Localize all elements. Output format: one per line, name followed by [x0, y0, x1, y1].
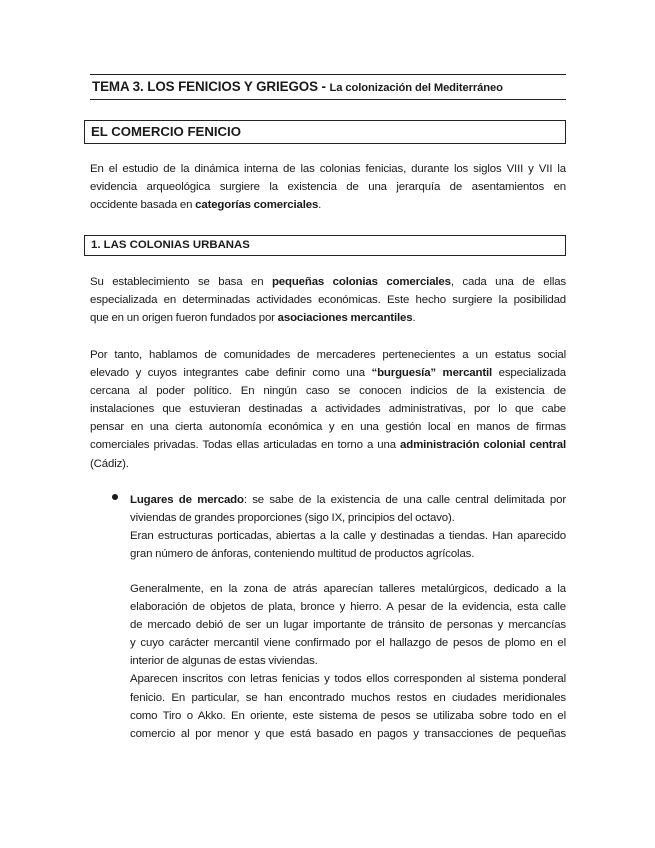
bold-run: administración colonial central: [400, 439, 566, 452]
text-line: evidencia arqueológica surgiere la existencia de una jerarquía de asentamientos en: [90, 181, 566, 194]
document-header: [90, 74, 566, 100]
section-heading: EL COMERCIO FENICIO: [84, 120, 566, 144]
text-run: elevado y cuyos integrantes cabe definir como una: [90, 367, 372, 380]
bullet-item-market: [130, 491, 566, 563]
bullet-icon: [112, 494, 118, 500]
text-line: elaboración de objetos de plata, bronce y hierro. A pesar de la evidencia, esta calle: [130, 601, 566, 614]
text-line: gran número de ánforas, conteniendo multitud de productos agrícolas.: [130, 548, 475, 561]
text-line: [90, 273, 566, 291]
text-run: , cada una de ellas: [450, 276, 567, 288]
text-run: que en un origen fueron fundados por: [90, 312, 278, 325]
text-line: [90, 309, 566, 327]
text-run: Su establecimiento se basa en: [90, 276, 272, 288]
text-line: de mercado debió de ser un lugar importante de tránsito de personas y mercancías: [130, 619, 566, 632]
text-line: instalaciones que estuvieran destinadas a actividades administrativas, por lo que cabe: [90, 403, 566, 416]
text-line: como Tiro o Akko. En oriente, este sistema de pesos se utilizaba sobre todo en el: [130, 709, 566, 722]
text-line: y cuyo carácter mercantil viene confirmado por el hallazgo de pesos de plomo en el: [130, 637, 566, 650]
paragraph-establishment: [90, 273, 566, 327]
text-run: occidente basada en: [90, 199, 196, 212]
page-title: [92, 79, 503, 94]
subsection-heading: 1. LAS COLONIAS URBANAS: [84, 235, 566, 256]
bullet-item-continuation: [130, 580, 566, 743]
text-line: [130, 491, 566, 509]
text-line: En el estudio de la dinámica interna de las colonias fenicias, durante los siglos VIII y VII la: [90, 163, 566, 175]
bold-run: Lugares de mercado: [130, 494, 244, 506]
text-line: interior de algunas de estas viviendas.: [130, 655, 318, 668]
text-line: Eran estructuras porticadas, abiertas a la calle y destinadas a tiendas. Han aparecido: [130, 530, 566, 543]
text-run: comerciales privadas. Todas ellas articuladas en torno a una: [90, 439, 401, 452]
title-main: TEMA 3. LOS FENICIOS Y GRIEGOS: [92, 79, 318, 94]
text-run: .: [412, 312, 416, 325]
text-line: cercana al poder político. En ningún caso se conocen indicios de la existencia de: [90, 385, 566, 398]
text-line: Generalmente, en la zona de atrás aparecían talleres metalúrgicos, dedicado a la: [130, 583, 566, 595]
text-line: Aparecen inscritos con letras fenicias y todos ellos corresponden al sistema ponderal: [130, 673, 566, 686]
bold-run: pequeñas colonias comerciales: [271, 276, 451, 288]
text-line: [90, 196, 566, 214]
text-line: especializada en determinadas actividades económicas. Este hecho surgiere la posibilidad: [90, 294, 566, 307]
bold-run: “burguesía” mercantil: [371, 367, 493, 380]
intro-paragraph: [90, 160, 566, 214]
text-line: viviendas de grandes proporciones (sigo IX, principios del octavo).: [130, 512, 455, 525]
text-line: pensar en una cierta autonomía económica y en una gestión local en manos de firmas: [90, 421, 566, 434]
title-separator: -: [317, 79, 330, 94]
text-line: fenicio. En particular, se han encontrado muchos restos en ciudades meridionales: [130, 691, 566, 704]
bold-run: categorías comerciales: [195, 199, 319, 212]
paragraph-merchants: [90, 346, 566, 473]
title-subtitle: La colonización del Mediterráneo: [329, 82, 503, 94]
bold-run: asociaciones mercantiles: [277, 312, 413, 325]
text-run: : se sabe de la existencia de una calle central delimitada por: [243, 494, 566, 506]
text-run: .: [318, 199, 322, 212]
text-line: (Cádiz).: [90, 457, 129, 470]
text-run: especializada: [492, 367, 566, 380]
text-line: [90, 364, 566, 382]
text-line: [90, 436, 566, 454]
text-line: comercio al por menor y que está basado en pagos y transacciones de pequeñas: [130, 727, 566, 740]
text-line: Por tanto, hablamos de comunidades de mercaderes pertenecientes a un estatus social: [90, 349, 566, 361]
